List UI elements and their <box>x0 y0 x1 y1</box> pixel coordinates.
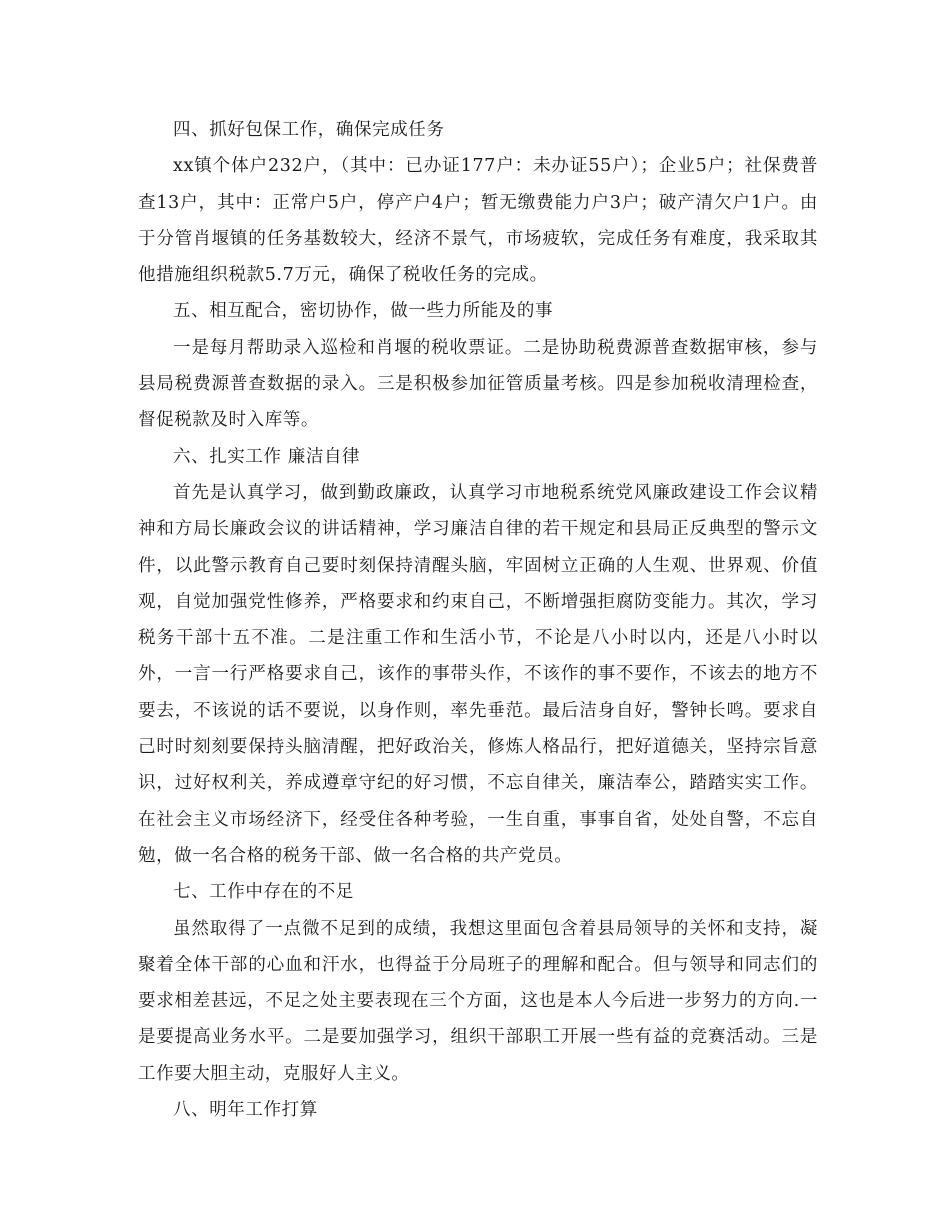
section-heading-7: 七、工作中存在的不足 <box>173 882 354 903</box>
section-heading-5: 五、相互配合，密切协作，做一些力所能及的事 <box>173 301 554 322</box>
section-heading-8: 八、明年工作打算 <box>173 1100 318 1121</box>
paragraph-shortcomings: 虽然取得了一点微不足到的成绩，我想这里面包含着县局领导的关怀和支持，凝聚着全体干部的心血和汗水，也得益于分局班子的理解和配合。但与领导和同志们的要求相差甚远，不足之处主要表现在三个方面，这也是本人今后进一步努力的方向.一是要提高业务水平。二是要加强学习，组织干部职工开展一些有益的竞赛活动。三是工作要大胆主动，克服好人主义。 <box>138 918 818 1084</box>
section-heading-6: 六、扎实工作 廉洁自律 <box>173 446 361 467</box>
paragraph-taxpayer-stats: xx镇个体户232户，（其中：已办证177户：未办证55户）；企业5户；社保费普查13户，其中：正常户5户，停产户4户；暂无缴费能力户3户；破产清欠户1户。由于分管肖堰镇的任务基数较大，经济不景气，市场疲软，完成任务有难度，我采取其他措施组织税款5.7万元，确保了税收任务的完成。 <box>138 156 818 286</box>
paragraph-integrity: 首先是认真学习，做到勤政廉政，认真学习市地税系统党风廉政建设工作会议精神和方局长廉政会议的讲话精神，学习廉洁自律的若干规定和县局正反典型的警示文件，以此警示教育自己要时刻保持清醒头脑，牢固树立正确的人生观、世界观、价值观，自觉加强党性修养，严格要求和约束自己，不断增强拒腐防变能力。其次，学习税务干部十五不准。二是注重工作和生活小节，不论是八小时以内，还是八小时以外，一言一行严格要求自己，该作的事带头作，不该作的事不要作，不该去的地方不要去，不该说的话不要说，以身作则，率先垂范。最后洁身自好，警钟长鸣。要求自己时时刻刻要保持头脑清醒，把好政治关，修炼人格品行，把好道德关，坚持宗旨意识，过好权利关，养成遵章守纪的好习惯，不忘自律关，廉洁奉公，踏踏实实工作。在社会主义市场经济下，经受住各种考验，一生自重，事事自省，处处自警，不忘自勉，做一名合格的税务干部、做一名合格的共产党员。 <box>138 482 818 866</box>
section-heading-4: 四、抓好包保工作，确保完成任务 <box>173 120 445 140</box>
document-body <box>138 112 818 1128</box>
paragraph-cooperation: 一是每月帮助录入巡检和肖堰的税收票证。二是协助税费源普查数据审核，参与县局税费源普查数据的录入。三是积极参加征管质量考核。四是参加税收清理检查，督促税款及时入库等。 <box>138 337 818 431</box>
